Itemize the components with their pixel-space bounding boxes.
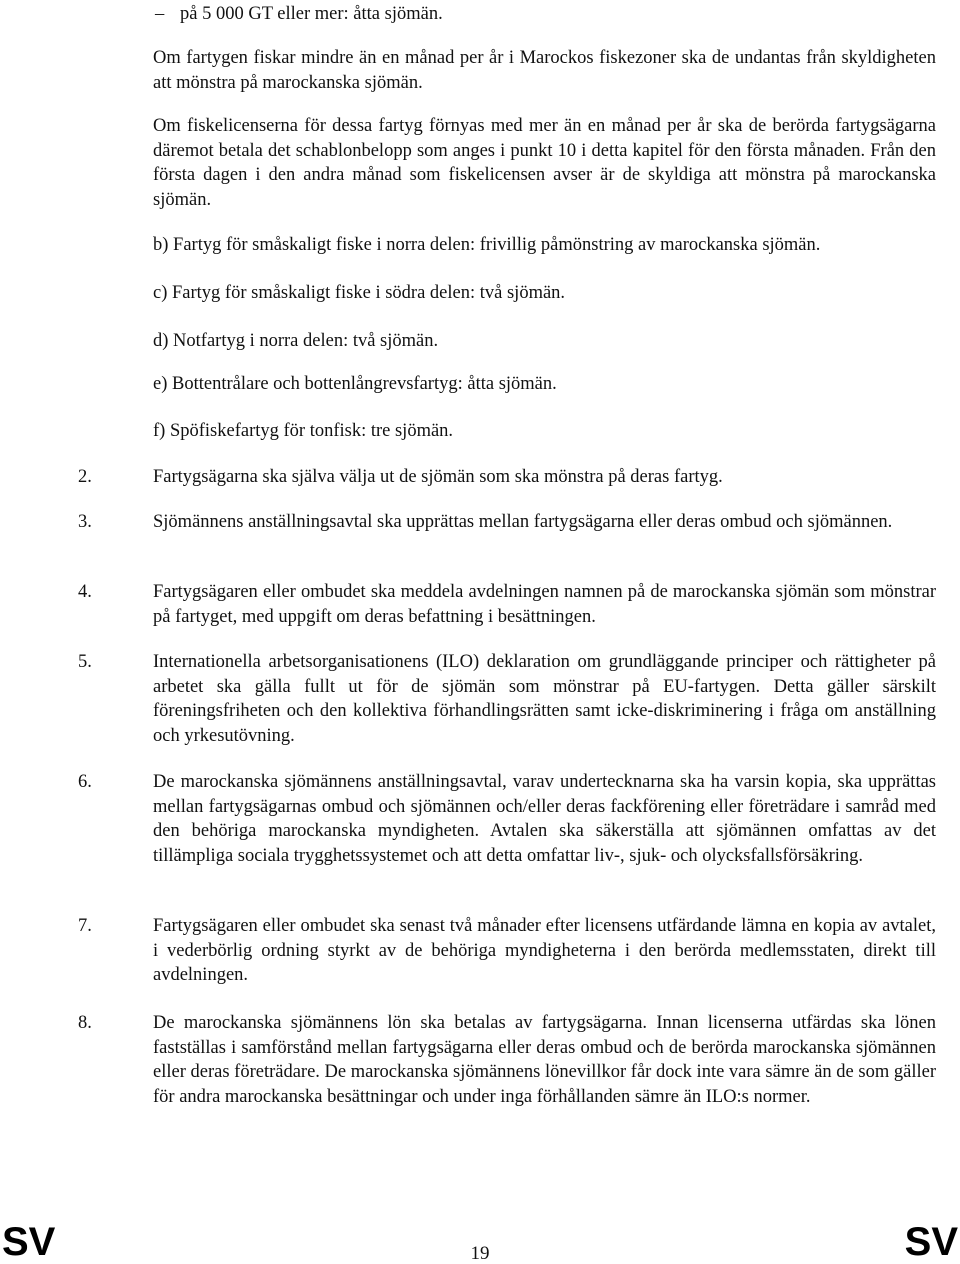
sub-item-f: f) Spöfiskefartyg för tonfisk: tre sjömän.: [153, 421, 454, 441]
item-text: Fartygsägaren eller ombudet ska senast två månader efter licensens utfärdande lämna en kopia av avtalet, i vederbörlig ordning styrkt av de behöriga myndigheterna i den berörda medlemsstaten, direkt till avdelningen.: [153, 916, 936, 985]
sub-item-d: d) Notfartyg i norra delen: två sjömän.: [153, 331, 439, 351]
numbered-item-4: [78, 580, 936, 629]
numbered-item-5: [78, 650, 936, 748]
item-text: Fartygsägarna ska själva välja ut de sjömän som ska mönstra på deras fartyg.: [153, 467, 723, 487]
item-text: De marockanska sjömännens anställningsavtal, varav undertecknarna ska ha varsin kopia, ska upprättas mellan fartygsägarnas ombud och sjömännen och/eller deras fackförening eller företrädare i samråd med den behöriga marockanska myndigheten. Avtalen ska säkerställa att sjömännen omfattas av det tillämpliga sociala trygghetssystemet och att detta omfattar liv-, sjuk- och olycksfallsförsäkring.: [153, 772, 936, 866]
dash-item-text: på 5 000 GT eller mer: åtta sjömän.: [180, 4, 443, 24]
numbered-item-2: [78, 465, 936, 490]
page-number: 19: [470, 1243, 490, 1264]
sub-item-c: c) Fartyg för småskaligt fiske i södra delen: två sjömän.: [153, 283, 566, 303]
numbered-item-3: [78, 510, 936, 535]
item-text: Fartygsägaren eller ombudet ska meddela avdelningen namnen på de marockanska sjömän som mönstrar på fartyget, med uppgift om deras befattning i besättningen.: [153, 582, 936, 627]
dash-marker: –: [155, 4, 165, 24]
footer-language-left: SV: [2, 1220, 56, 1264]
item-number: 6.: [78, 772, 92, 792]
sub-item-b: b) Fartyg för småskaligt fiske i norra delen: frivillig påmönstring av marockanska sjömän.: [153, 235, 821, 255]
numbered-item-8: [78, 1011, 936, 1109]
item-number: 8.: [78, 1013, 92, 1033]
item-number: 5.: [78, 652, 92, 672]
item-number: 4.: [78, 582, 92, 602]
item-text: De marockanska sjömännens lön ska betalas av fartygsägarna. Innan licenserna utfärdas ska lönen fastställas i samförstånd mellan fartygsägarna eller deras ombud och de berörda marockanska sjömännen eller deras företrädare. De marockanska sjömännens lönevillkor får dock inte vara sämre än de som gäller för andra marockanska besättningar och under inga förhållanden sämre än ILO:s normer.: [153, 1013, 936, 1107]
sub-item-e: e) Bottentrålare och bottenlångrevsfartyg: åtta sjömän.: [153, 374, 557, 394]
item-number: 2.: [78, 467, 92, 487]
dash-list-item: [155, 2, 443, 27]
item-text: Internationella arbetsorganisationens (ILO) deklaration om grundläggande principer och rättigheter på arbetet ska gälla fullt ut för de sjömän som mönstrar på EU-fartygen. Detta gäller särskilt föreningsfriheten och den kollektiva förhandlingsrätten samt icke-diskriminering i fråga om anställning och yrkesutövning.: [153, 652, 936, 746]
numbered-item-7: [78, 914, 936, 988]
numbered-item-6: [78, 770, 936, 868]
paragraph-license-renewal: Om fiskelicenserna för dessa fartyg förnyas med mer än en månad per år ska de berörda fartygsägarna däremot betala det schablonbelopp som anges i punkt 10 i detta kapitel för den första månaden. Från den första dagen i den andra månad som fiskelicensen avser är de skyldiga att mönstra på marockanska sjömän.: [153, 116, 936, 210]
paragraph-exemption: Om fartygen fiskar mindre än en månad per år i Marockos fiskezoner ska de undantas från skyldigheten att mönstra på marockanska sjömän.: [153, 48, 936, 93]
footer-language-right: SV: [904, 1220, 958, 1264]
item-number: 3.: [78, 512, 92, 532]
item-text: Sjömännens anställningsavtal ska upprättas mellan fartygsägarna eller deras ombud och sjömännen.: [153, 512, 893, 532]
item-number: 7.: [78, 916, 92, 936]
